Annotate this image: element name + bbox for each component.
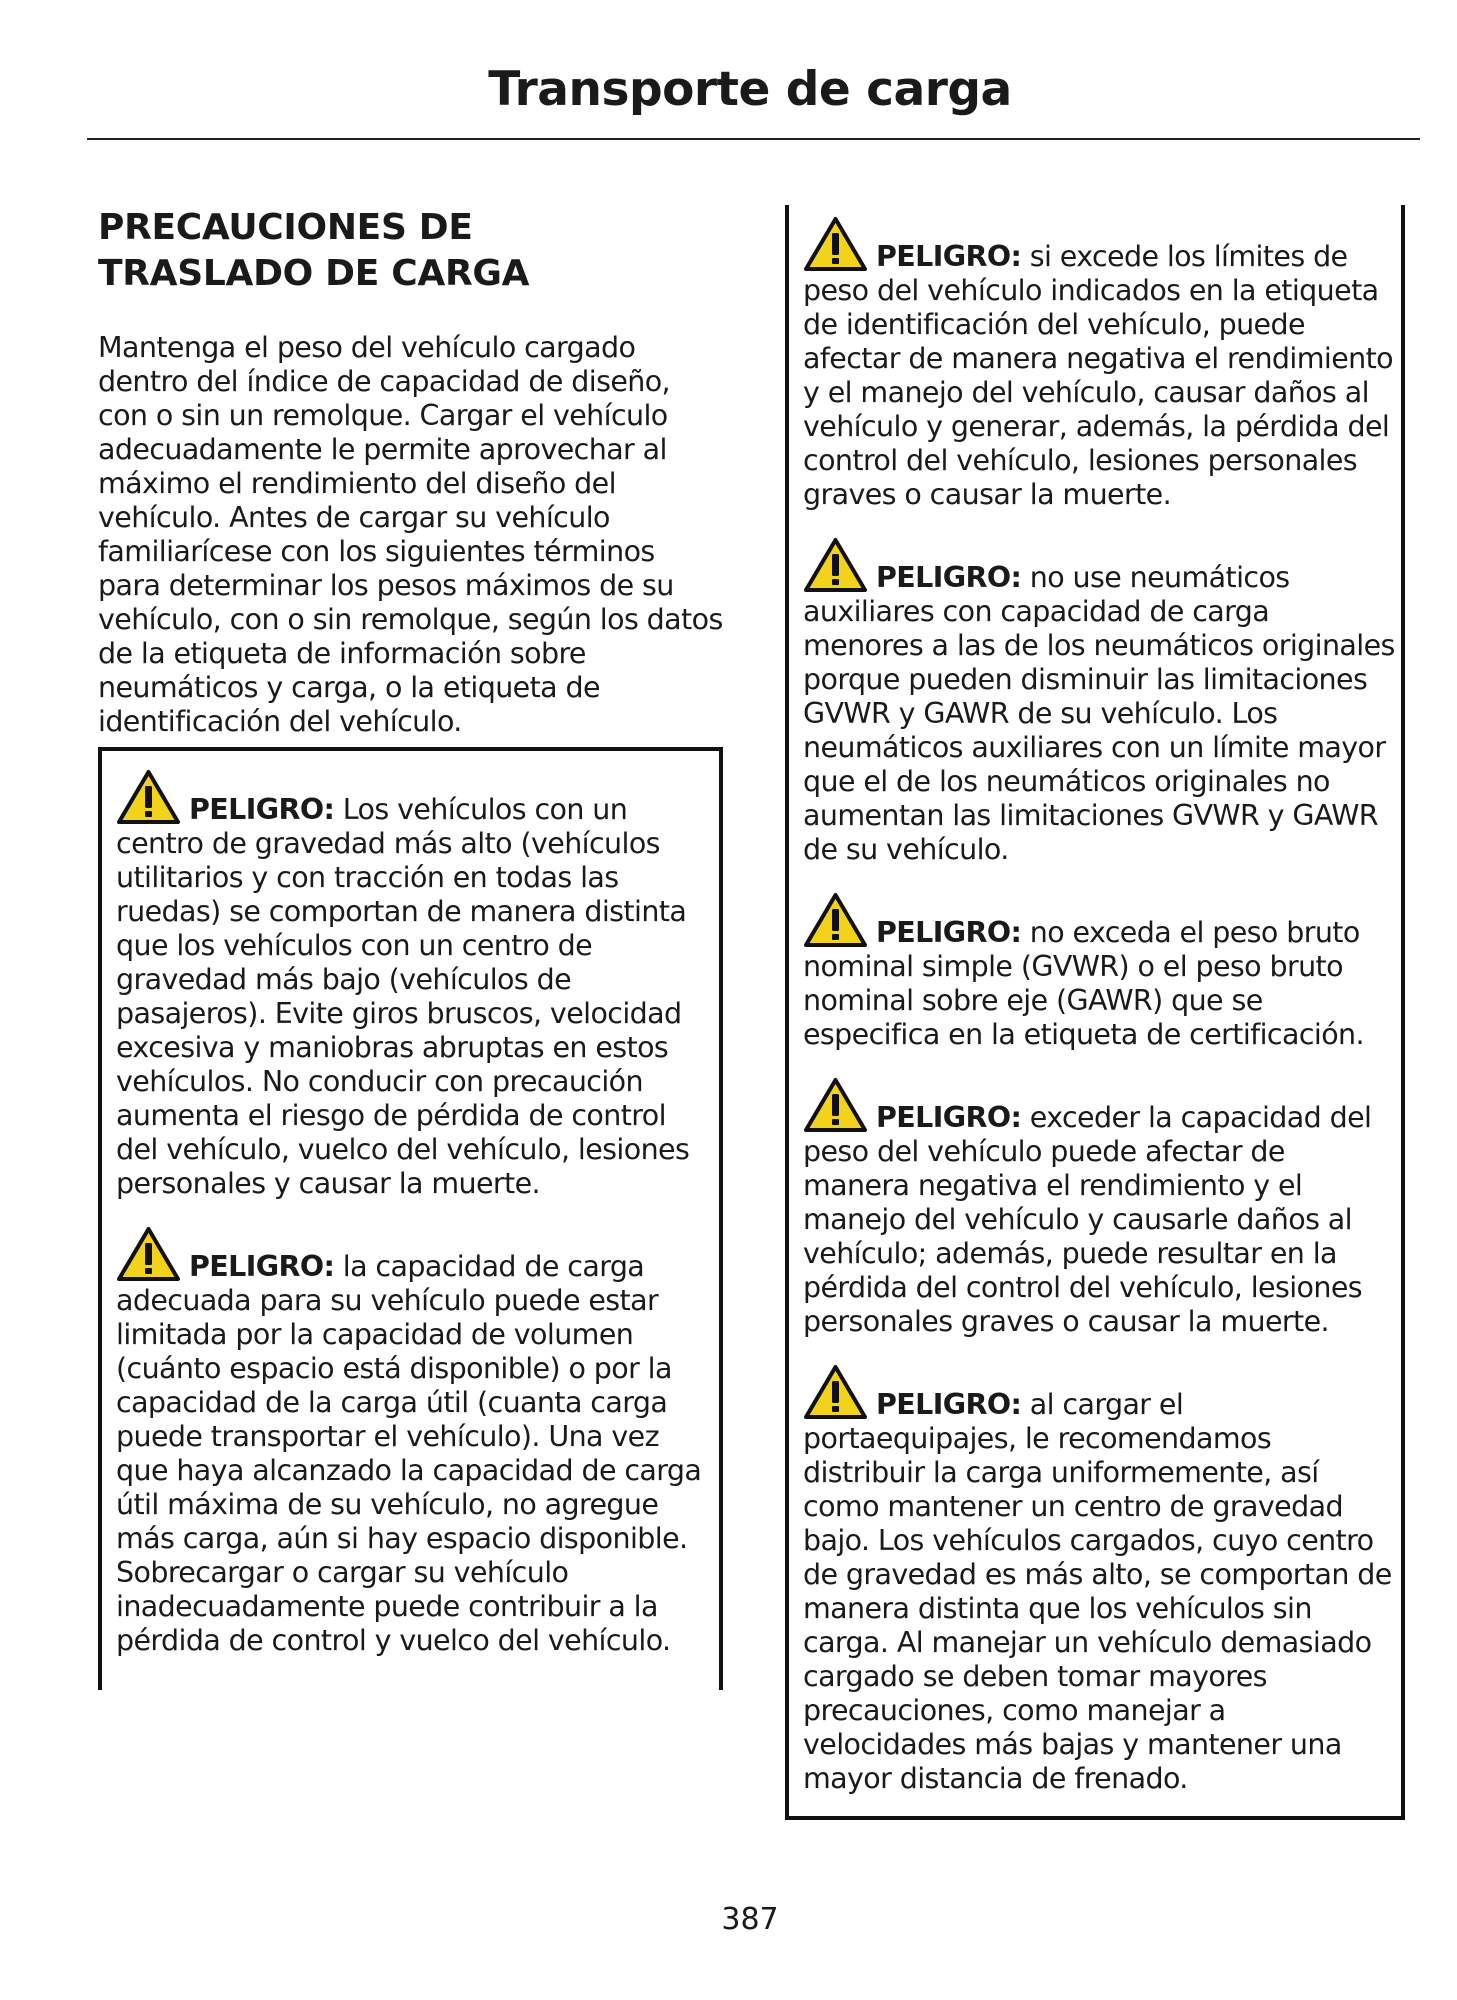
warning-item <box>803 537 1395 867</box>
warning-box-right <box>785 205 1405 1820</box>
warning-triangle-icon <box>116 769 181 825</box>
warning-text: no exceda el peso bruto nominal simple (GVWR) o el peso bruto nominal sobre eje (GAWR) que se especifica en la etiqueta de certificación. <box>803 916 1364 1051</box>
page-title: Transporte de carga <box>488 62 1012 117</box>
warning-label: PELIGRO: <box>876 1101 1022 1134</box>
warning-label: PELIGRO: <box>876 1388 1022 1421</box>
warning-label: PELIGRO: <box>876 240 1022 273</box>
warning-text: la capacidad de carga adecuada para su vehículo puede estar limitada por la capacidad de volumen (cuánto espacio está disponible) o por la capacidad de la carga útil (cuanta carga puede transportar el vehículo). Una vez que haya alcanzado la capacidad de carga útil máxima de su vehículo, no agregue más carga, aún si hay espacio disponible. Sobrecargar o cargar su vehículo inadecuadamente puede contribuir a la pérdida de control y vuelco del vehículo. <box>116 1250 702 1657</box>
warning-triangle-icon <box>803 216 868 272</box>
warning-text: no use neumáticos auxiliares con capacidad de carga menores a las de los neumáticos originales porque pueden disminuir las limitaciones GVWR y GAWR de su vehículo. Los neumáticos auxiliares con un límite mayor que el de los neumáticos originales no aumentan las limitaciones GVWR y GAWR de su vehículo. <box>803 561 1395 866</box>
warning-triangle-icon <box>803 1077 868 1133</box>
warning-triangle-icon <box>803 892 868 948</box>
warning-label: PELIGRO: <box>189 1250 335 1283</box>
warning-item <box>116 1226 709 1658</box>
warning-text: Los vehículos con un centro de gravedad más alto (vehículos utilitarios y con tracción en todas las ruedas) se comportan de manera distinta que los vehículos con un centro de gravedad más bajo (vehículos de pasajeros). Evite giros bruscos, velocidad excesiva y maniobras abruptas en estos vehículos. No conducir con precaución aumenta el riesgo de pérdida de control del vehículo, vuelco del vehículo, lesiones personales y causar la muerte. <box>116 793 690 1200</box>
warning-item <box>116 769 709 1201</box>
intro-paragraph: Mantenga el peso del vehículo cargado dentro del índice de capacidad de diseño, con o sin un remolque. Cargar el vehículo adecuadamente le permite aprovechar al máximo el rendimiento del diseño del vehículo. Antes de cargar su vehículo familiarícese con los siguientes términos para determinar los pesos máximos de su vehículo, con o sin remolque, según los datos de la etiqueta de información sobre neumáticos y carga, o la etiqueta de identificación del vehículo. <box>98 331 723 738</box>
warning-label: PELIGRO: <box>876 561 1022 594</box>
warning-item <box>803 1077 1395 1339</box>
section-heading-line2: TRASLADO DE CARGA <box>98 253 530 294</box>
warning-label: PELIGRO: <box>876 916 1022 949</box>
warning-text: si excede los límites de peso del vehículo indicados en la etiqueta de identificación del vehículo, puede afectar de manera negativa el rendimiento y el manejo del vehículo, causar daños al vehículo y generar, además, la pérdida del control del vehículo, lesiones personales graves o causar la muerte. <box>803 240 1394 511</box>
warning-triangle-icon <box>116 1226 181 1282</box>
warning-label: PELIGRO: <box>189 793 335 826</box>
warning-item <box>803 216 1395 512</box>
warning-triangle-icon <box>803 537 868 593</box>
warning-item <box>803 1364 1395 1796</box>
page-number: 387 <box>721 1902 779 1937</box>
section-heading-line1: PRECAUCIONES DE <box>98 207 473 248</box>
left-column <box>98 205 723 739</box>
warning-triangle-icon <box>803 1364 868 1420</box>
section-heading <box>98 205 723 297</box>
warning-item <box>803 892 1395 1052</box>
warning-box-left <box>98 747 723 1690</box>
warning-text: exceder la capacidad del peso del vehículo puede afectar de manera negativa el rendimiento y el manejo del vehículo y causarle daños al vehículo; además, puede resultar en la pérdida del control del vehículo, lesiones personales graves o causar la muerte. <box>803 1101 1372 1338</box>
title-divider <box>87 138 1420 140</box>
warning-text: al cargar el portaequipajes, le recomendamos distribuir la carga uniformemente, así como mantener un centro de gravedad bajo. Los vehículos cargados, cuyo centro de gravedad es más alto, se comportan de manera distinta que los vehículos sin carga. Al manejar un vehículo demasiado cargado se deben tomar mayores precauciones, como manejar a velocidades más bajas y mantener una mayor distancia de frenado. <box>803 1388 1392 1795</box>
